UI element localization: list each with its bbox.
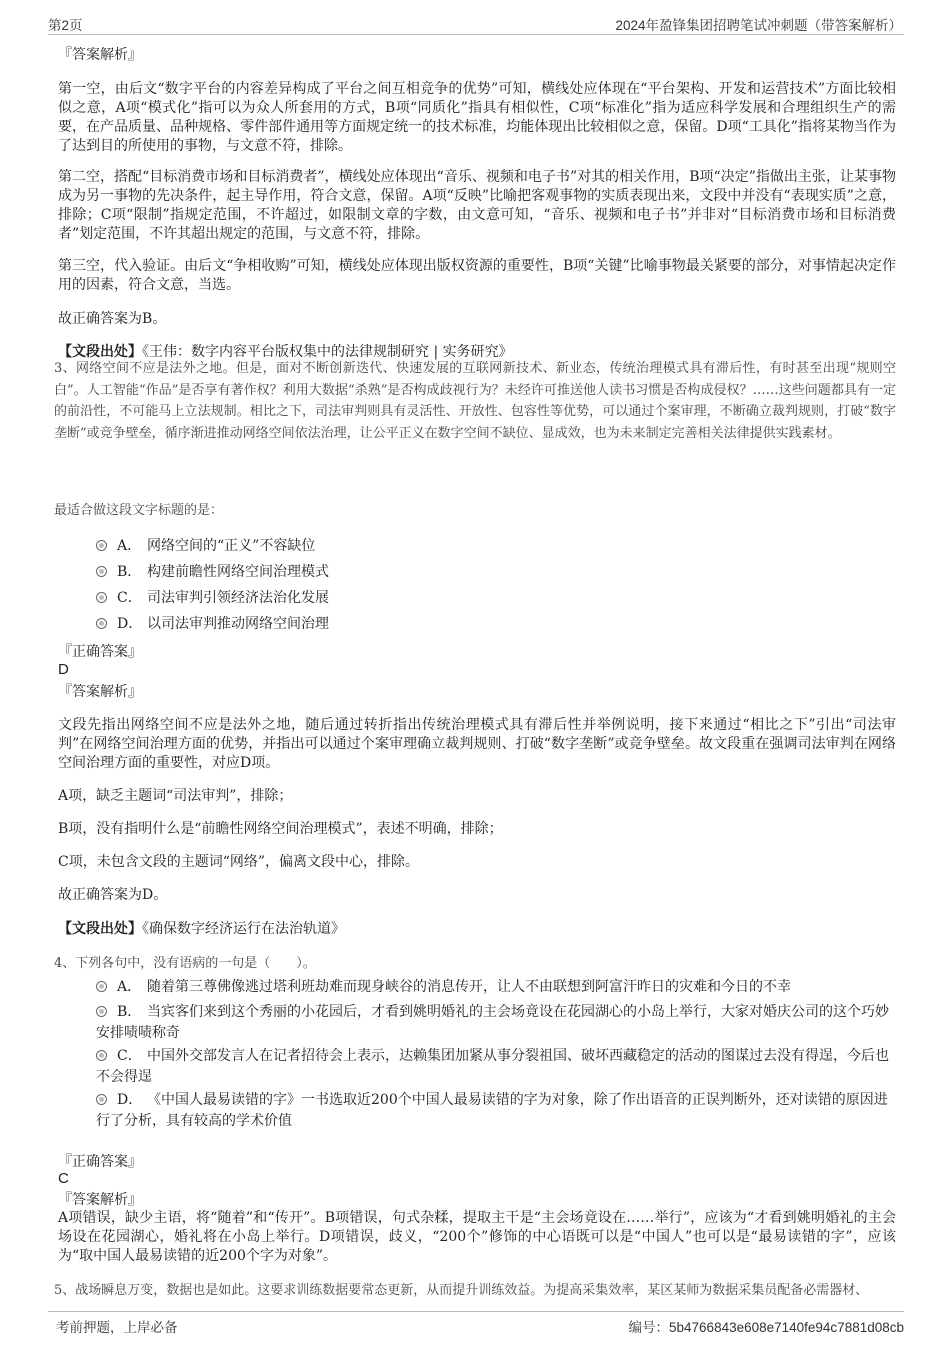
footer-slogan: 考前押题，上岸必备 [56,1320,178,1335]
analysis-text: 文段先指出网络空间不应是法外之地，随后通过转折指出传统治理模式具有滞后性并举例说明，接下来通过“相比之下”引出“司法审判”在网络空间治理方面的优势，并指出可以通过个案审理确立裁判规则、打破“数字垄断”或竞争壁垒。故文段重在强调司法审判在网络空间治理方面的重要性，对应D项。 [58,717,896,771]
q4-analysis [58,1209,896,1266]
q3-option-d[interactable] [96,614,896,635]
source-title: 《王伟：数字内容平台版权集中的法律规制研究 | 实务研究》 [142,344,513,360]
q2-analysis-para1 [58,80,896,156]
option-letter: A． [117,538,142,554]
q3-analysis-para1 [58,716,896,773]
analysis-text: 第一空，由后文“数字平台的内容差异构成了平台之间互相竞争的优势”可知，横线处应体现在“平台架构、开发和运营技术”方面比较相似之意，A项“模式化”指可以为众人所套用的方式，B项“同质化”指具有相似性，C项“标准化”指为适应科学发展和合理组织生产的需要，在产品质量、品种规格、零件部件通用等方面规定统一的技术标准，均能体现出比较相似之意，保留。D项“工具化”指将某物当作为了达到目的所使用的事物，与文意不符，排除。 [58,81,896,154]
option-text: 当宾客们来到这个秀丽的小花园后，才看到姚明婚礼的主会场竟设在花园湖心的小岛上举行，大家对婚庆公司的这个巧妙安排啧啧称奇 [96,1004,889,1041]
option-letter: D． [117,1092,143,1108]
question-text: 3、网络空间不应是法外之地。但是，面对不断创新迭代、快速发展的互联网新技术、新业态，传统治理模式具有滞后性，有时甚至出现“规则空白”。人工智能“作品”是否享有著作权？利用大数据“杀熟”是否构成歧视行为？未经许可推送他人读书习惯是否构成侵权？……这些问题都具有一定的前沿性，不可能马上立法规制。相比之下，司法审判则具有灵活性、开放性、包容性等优势，可以通过个案审理，不断确立裁判规则，打破“数字垄断”或竞争壁垒，循序渐进推动网络空间依法治理，让公平正义在数字空间不缺位、显成效，也为未来制定完善相关法律提供实践素材。 [54,361,896,441]
document-title: 2024年盈锋集团招聘笔试冲刺题（带答案解析） [615,18,902,33]
option-text: 《中国人最易读错的字》一书选取近200个中国人最易读错的字为对象，除了作出语音的正误判断外，还对读错的原因进行了分析，具有较高的学术价值 [96,1092,888,1129]
radio-icon[interactable] [96,618,107,629]
q3-answer-label: 『正确答案』 [58,644,142,660]
page-number: 第2页 [48,18,83,33]
radio-icon[interactable] [96,592,107,603]
q4-option-d[interactable] [96,1090,896,1132]
q3-option-c[interactable] [96,588,896,609]
source-label: 【文段出处】 [58,921,142,937]
question-text: 5、战场瞬息万变，数据也是如此。这要求训练数据要常态更新，从而提升训练效益。为提高采集效率，某区某师为数据采集员配备必需器材、 [54,1283,869,1298]
option-text: 随着第三尊佛像逃过塔利班劫难而现身峡谷的消息传开，让人不由联想到阿富汗昨日的灾难和今日的不幸 [147,979,791,995]
q3-analysis-label: 『答案解析』 [58,684,142,700]
q3-option-b[interactable] [96,562,896,583]
q4-prompt: 4、下列各句中，没有语病的一句是（ ）。 [54,956,316,971]
q3-passage [54,358,896,444]
q2-analysis-para3 [58,257,896,295]
q3-prompt: 最适合做这段文字标题的是： [54,503,224,518]
radio-icon[interactable] [96,981,107,992]
analysis-text: A项错误，缺少主语，将“随着”和“传开”。B项错误，句式杂糅，提取主干是“主会场竟设在……举行”，应该为“才看到姚明婚礼的主会场设在花园湖心，婚礼将在小岛上举行。D项错误，歧义，“200个”修饰的中心语既可以是“中国人”也可以是“最易读错的字”，应该为“取中国人最易读错的近200个字为对象”。 [58,1210,896,1264]
radio-icon[interactable] [96,566,107,577]
analysis-text: 第二空，搭配“目标消费市场和目标消费者”，横线处应体现出“音乐、视频和电子书”对其的相关作用，B项“决定”指做出主张，让某事物成为另一事物的先决条件，起主导作用，符合文意，保留。A项“反映”比喻把客观事物的实质表现出来，文段中并没有“表现实质”之意，排除；C项“限制”指规定范围，不许超过，如限制文章的字数，由文意可知，“音乐、视频和电子书”并非对“目标消费市场和目标消费者”划定范围，不许其超出规定的范围，与文意不符，排除。 [58,169,896,242]
q3-answer: D [58,661,69,678]
radio-icon[interactable] [96,540,107,551]
radio-icon[interactable] [96,1050,107,1061]
radio-icon[interactable] [96,1094,107,1105]
q4-option-c[interactable] [96,1046,896,1088]
option-text: 司法审判引领经济法治化发展 [147,590,329,606]
option-text: 以司法审判推动网络空间治理 [147,616,329,632]
option-text: 构建前瞻性网络空间治理模式 [147,564,329,580]
option-text: 中国外交部发言人在记者招待会上表示，达赖集团加紧从事分裂祖国、破坏西藏稳定的活动的图谋过去没有得逞，今后也不会得逞 [96,1048,889,1085]
document-id: 编号：5b4766843e608e7140fe94c7881d08cb [628,1320,904,1335]
q4-analysis-label: 『答案解析』 [58,1192,142,1208]
q5-passage [54,1280,896,1302]
q3-analysis-para2: A项，缺乏主题词“司法审判”，排除； [58,788,293,804]
analysis-text: 第三空，代入验证。由后文“争相收购”可知，横线处应体现出版权资源的重要性，B项“关键”比喻事物最关紧要的部分，对事情起决定作用的因素，符合文意，当选。 [58,258,896,293]
option-letter: B． [117,564,142,580]
q2-conclusion: 故正确答案为B。 [58,311,167,327]
option-letter: C． [117,1048,142,1064]
q4-option-a[interactable] [96,977,896,998]
q3-analysis-para3: B项，没有指明什么是“前瞻性网络空间治理模式”，表述不明确，排除； [58,821,503,837]
q3-analysis-para4: C项，未包含文段的主题词“网络”，偏离文段中心，排除。 [58,854,420,870]
source-title: 《确保数字经济运行在法治轨道》 [142,921,345,937]
option-letter: A． [117,979,142,995]
q4-option-b[interactable] [96,1002,896,1044]
option-letter: D． [117,616,143,632]
q2-analysis-para2 [58,168,896,244]
page-header [48,10,904,35]
q2-analysis-label: 『答案解析』 [58,47,142,63]
q3-source [58,920,896,939]
option-letter: B． [117,1004,142,1020]
radio-icon[interactable] [96,1006,107,1017]
q3-option-a[interactable] [96,536,896,557]
q4-answer: C [58,1170,69,1187]
page-footer [48,1311,904,1336]
option-text: 网络空间的“正义”不容缺位 [147,538,316,554]
q4-answer-label: 『正确答案』 [58,1154,142,1170]
option-letter: C． [117,590,142,606]
source-label: 【文段出处】 [58,344,142,360]
q3-conclusion: 故正确答案为D。 [58,887,168,903]
